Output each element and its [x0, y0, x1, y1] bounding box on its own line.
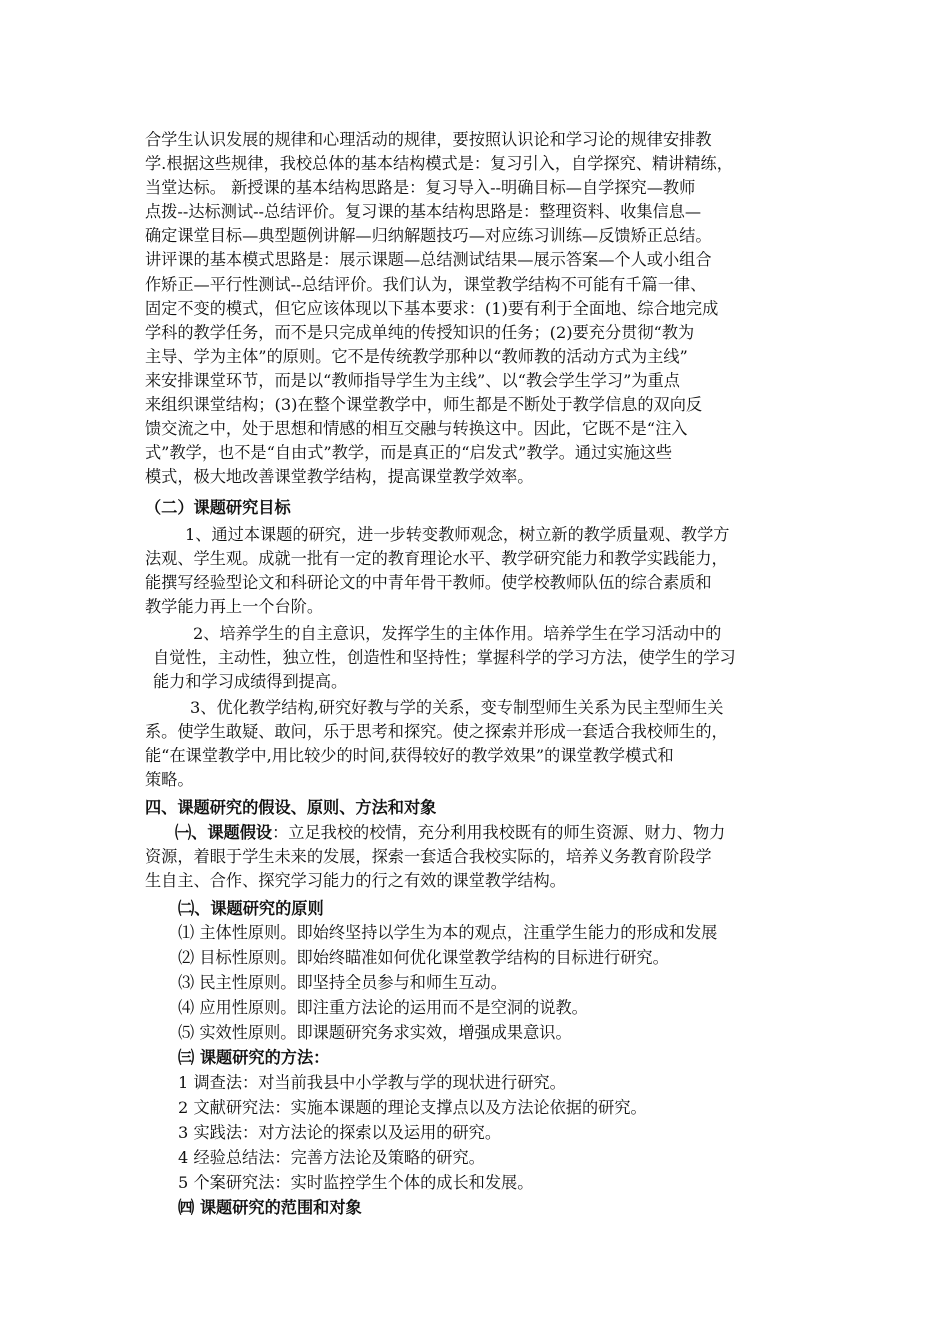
hypothesis-line: ：立足我校的校情，充分利用我校既有的师生资源、财力、物力: [272, 823, 726, 842]
intro-line: 学.根据这些规律，我校总体的基本结构模式是：复习引入，自学探究、精讲精练，: [145, 154, 733, 174]
goal-3-paragraph: [145, 696, 805, 792]
goal-2-line: 自觉性，主动性，独立性，创造性和坚持性；掌握科学的学习方法，使学生的学习: [153, 648, 736, 668]
hypothesis-label: ㈠、课题假设: [175, 823, 273, 842]
scope-heading: ㈣ 课题研究的范围和对象: [178, 1198, 362, 1217]
method-item: 1 调查法：对当前我县中小学教与学的现状进行研究。: [178, 1073, 566, 1092]
intro-line: 作矫正—平行性测试--总结评价。我们认为，课堂教学结构不可能有千篇一律、: [145, 274, 707, 294]
goals-heading: （二）课题研究目标: [145, 498, 291, 517]
principle-item: ⑶ 民主性原则。即坚持全员参与和师生互动。: [178, 973, 507, 992]
goal-3-line: 能“在课堂教学中,用比较少的时间,获得较好的教学效果”的课堂教学模式和: [145, 746, 674, 766]
goal-3-line: 3、优化教学结构,研究好教与学的关系，变专制型师生关系为民主型师生关: [190, 698, 724, 717]
hypothesis-line: 资源，着眼于学生未来的发展，探索一套适合我校实际的，培养义务教育阶段学: [145, 847, 712, 867]
principle-item: ⑸ 实效性原则。即课题研究务求实效，增强成果意识。: [178, 1023, 572, 1042]
goal-2-line: 2、培养学生的自主意识，发挥学生的主体作用。培养学生在学习活动中的: [193, 624, 722, 643]
method-item: 4 经验总结法：完善方法论及策略的研究。: [178, 1148, 485, 1167]
intro-line: 主导、学为主体”的原则。它不是传统教学那种以“教师教的活动方式为主线”: [145, 346, 688, 366]
principles-heading: ㈡、课题研究的原则: [178, 899, 324, 918]
hypothesis-paragraph: [145, 821, 805, 893]
intro-line: 确定课堂目标—典型题例讲解—归纳解题技巧—对应练习训练—反馈矫正总结。: [145, 226, 712, 246]
methods-heading: ㈢ 课题研究的方法：: [178, 1048, 330, 1067]
intro-line: 固定不变的模式，但它应该体现以下基本要求：(1)要有利于全面地、综合地完成: [145, 298, 719, 318]
goal-3-line: 策略。: [145, 770, 194, 790]
principle-item: ⑷ 应用性原则。即注重方法论的运用而不是空洞的说教。: [178, 998, 588, 1017]
intro-line: 馈交流之中，处于思想和情感的相互交融与转换这中。因此，它既不是“注入: [145, 419, 688, 439]
goal-1-line: 能撰写经验型论文和科研论文的中青年骨干教师。使学校教师队伍的综合素质和: [145, 573, 712, 593]
intro-paragraph: [145, 128, 805, 489]
intro-line: 模式，极大地改善课堂教学结构，提高课堂教学效率。: [145, 467, 534, 487]
intro-line: 当堂达标。 新授课的基本结构思路是：复习导入--明确目标—自学探究—教师: [145, 178, 696, 198]
intro-line: 来安排课堂环节，而是以“教师指导学生为主线”、以“教会学生学习”为重点: [145, 370, 680, 390]
intro-line: 合学生认识发展的规律和心理活动的规律，要按照认识论和学习论的规律安排教: [145, 130, 712, 149]
principle-item: ⑵ 目标性原则。即始终瞄准如何优化课堂教学结构的目标进行研究。: [178, 948, 669, 967]
section-4-heading: 四、课题研究的假设、原则、方法和对象: [145, 798, 437, 817]
goal-1-line: 1、通过本课题的研究，进一步转变教师观念，树立新的教学质量观、教学方: [185, 525, 730, 544]
principle-item: ⑴ 主体性原则。即始终坚持以学生为本的观点，注重学生能力的形成和发展: [178, 923, 718, 942]
intro-line: 来组织课堂结构；(3)在整个课堂教学中，师生都是不断处于教学信息的双向反: [145, 395, 703, 415]
intro-line: 式”教学，也不是“自由式”教学，而是真正的“启发式”教学。通过实施这些: [145, 443, 673, 463]
goal-1-paragraph: [145, 523, 805, 619]
goal-2-paragraph: [153, 622, 813, 694]
goal-1-line: 教学能力再上一个台阶。: [145, 597, 324, 617]
intro-line: 学科的教学任务，而不是只完成单纯的传授知识的任务；(2)要充分贯彻“教为: [145, 322, 695, 342]
method-item: 2 文献研究法：实施本课题的理论支撑点以及方法论依据的研究。: [178, 1098, 647, 1117]
hypothesis-line: 生自主、合作、探究学习能力的行之有效的课堂教学结构。: [145, 871, 566, 891]
method-item: 5 个案研究法：实时监控学生个体的成长和发展。: [178, 1173, 534, 1192]
intro-line: 点拨--达标测试--总结评价。复习课的基本结构思路是：整理资料、收集信息—: [145, 202, 702, 222]
goal-1-line: 法观、学生观。成就一批有一定的教育理论水平、教学研究能力和教学实践能力，: [145, 549, 728, 569]
goal-3-line: 系。使学生敢疑、敢问，乐于思考和探究。使之探索并形成一套适合我校师生的，: [145, 722, 728, 742]
method-item: 3 实践法：对方法论的探索以及运用的研究。: [178, 1123, 502, 1142]
goal-2-line: 能力和学习成绩得到提高。: [153, 672, 348, 692]
intro-line: 讲评课的基本模式思路是：展示课题—总结测试结果—展示答案—个人或小组合: [145, 250, 712, 270]
